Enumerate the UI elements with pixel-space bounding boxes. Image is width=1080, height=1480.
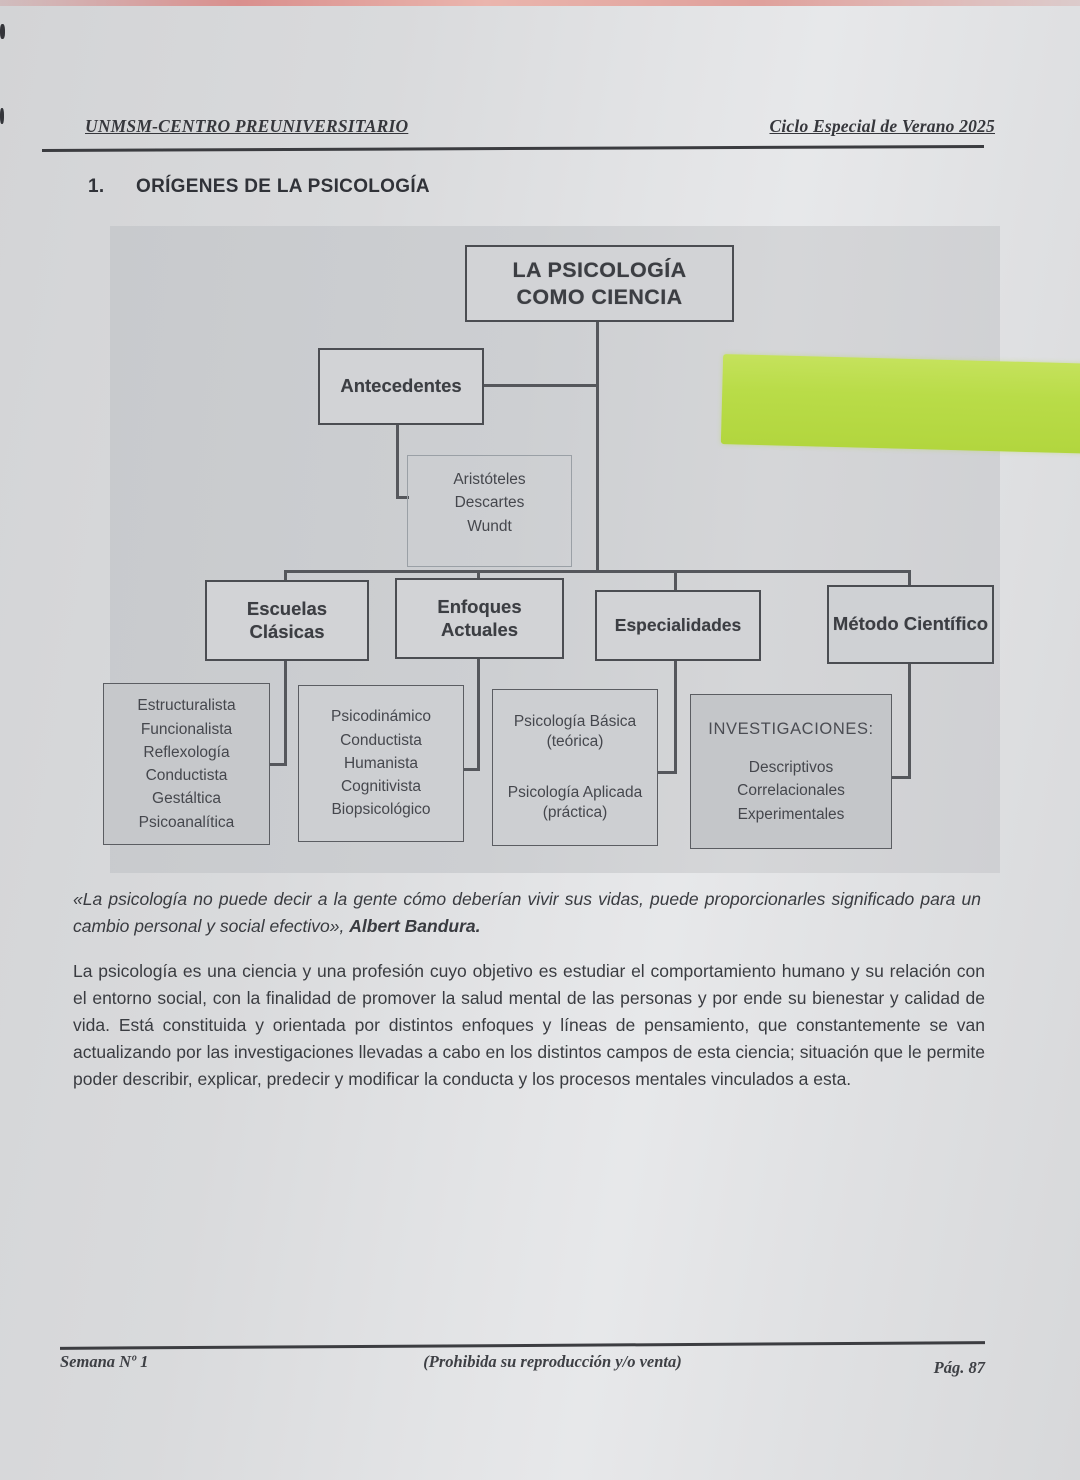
especialidades-items [499,712,651,823]
header-rule [42,145,984,152]
section-title [88,176,430,198]
footer-page-number: Pág. 87 [933,1358,985,1377]
highlighter-mark [721,354,1080,453]
node-antecedentes [318,348,484,425]
quote-author: Albert Bandura. [349,916,481,937]
drop-metodo [908,659,911,779]
drop-escuelas [284,656,287,766]
elbow-especialidades [657,771,676,774]
node-escuelas-label: Escuelas Clásicas [246,597,328,642]
node-antecedentes-list [407,455,572,567]
body-paragraph: La psicología es una ciencia y una profesión cuyo objetivo es estudiar el comportamiento humano y su relación con el entorno social, con la finalidad de promover la salud mental de las personas y por ende su bienestar y calidad de vida. Está constituida y orientada por distintos enfoques y líneas de pensamiento, que constantemente se van actualizando por las investigaciones llevadas a cabo en los distintos campos de esta ciencia; situación que le permite poder describir, explicar, predecir y modificar la conducta y los procesos mentales vinculados a esta. [73,961,985,1089]
quote-paragraph [73,886,981,940]
section-number: 1. [88,176,105,197]
list-item: Reflexología [143,743,230,761]
header-institution: UNMSM-CENTRO PREUNIVERSITARIO [85,116,409,136]
connector-antecedentes-horizontal [480,384,598,387]
node-root-line1: LA PSICOLOGÍA [512,257,687,282]
node-antecedentes-label: Antecedentes [340,375,462,397]
scan-speck [0,108,4,124]
node-especialidades [595,590,761,661]
page-header [85,116,995,137]
list-item: Biopsicológico [331,801,431,819]
elbow-metodo [889,776,910,779]
section-title-text: ORÍGENES DE LA PSICOLOGÍA [136,176,430,197]
node-root-line2: COMO CIENCIA [516,284,683,309]
escuelas-items [137,694,235,834]
node-metodo-label: Método Científico [832,613,989,635]
drop-especialidades [674,656,677,774]
list-item: Descriptivos [748,759,834,776]
header-cycle: Ciclo Especial de Verano 2025 [769,116,995,136]
node-metodo [827,585,994,664]
metodo-items [737,756,845,826]
stub-metodo [908,570,911,586]
page-footer [60,1352,985,1378]
investigaciones-heading: INVESTIGACIONES: [708,720,874,739]
footer-rule [60,1341,985,1349]
connector-main-horizontal [284,570,911,573]
box-metodo-items [690,694,892,849]
antecedentes-items [453,468,525,538]
list-item: Psicología Básica (teórica) [513,713,637,751]
node-escuelas [205,580,369,661]
node-enfoques [395,578,564,659]
list-item: Descartes [454,494,525,512]
enfoques-items [331,705,431,821]
box-enfoques-items [298,685,464,842]
list-item: Aristóteles [453,471,526,488]
list-item: Psicodinámico [331,708,431,726]
concept-map-panel [110,226,1000,873]
footer-notice: (Prohibida su reproducción y/o venta) [423,1352,682,1371]
stub-especialidades [674,570,677,591]
list-item: Conductista [145,767,228,784]
quote-text: «La psicología no puede decir a la gente cómo deberían vivir sus vidas, puede proporcionarles significado para un cambio personal y social efectivo», [73,889,981,937]
box-escuelas-items [103,683,270,845]
photo-edge-artifact [0,0,1080,6]
node-root [465,245,734,322]
connector-antecedentes-down [396,421,399,498]
list-item: Wundt [467,517,512,535]
node-especialidades-label: Especialidades [614,614,742,635]
list-item: Humanista [343,754,419,772]
node-enfoques-label: Enfoques Actuales [437,595,522,640]
list-item: Experimentales [737,805,845,823]
connector-root-vertical [596,318,599,571]
box-especialidades-items [492,689,658,846]
list-item: Conductista [340,731,422,749]
drop-enfoques [477,654,480,771]
list-item: Correlacionales [737,782,845,800]
list-item: Gestáltica [152,790,221,808]
list-item: Cognitivista [340,778,422,796]
list-item: Psicoanalítica [138,813,235,831]
footer-week: Semana Nº 1 [60,1352,149,1371]
list-item: Funcionalista [140,720,233,738]
list-item: Estructuralista [137,697,236,715]
list-item: Psicología Aplicada (práctica) [507,783,643,821]
scan-speck [0,24,5,39]
